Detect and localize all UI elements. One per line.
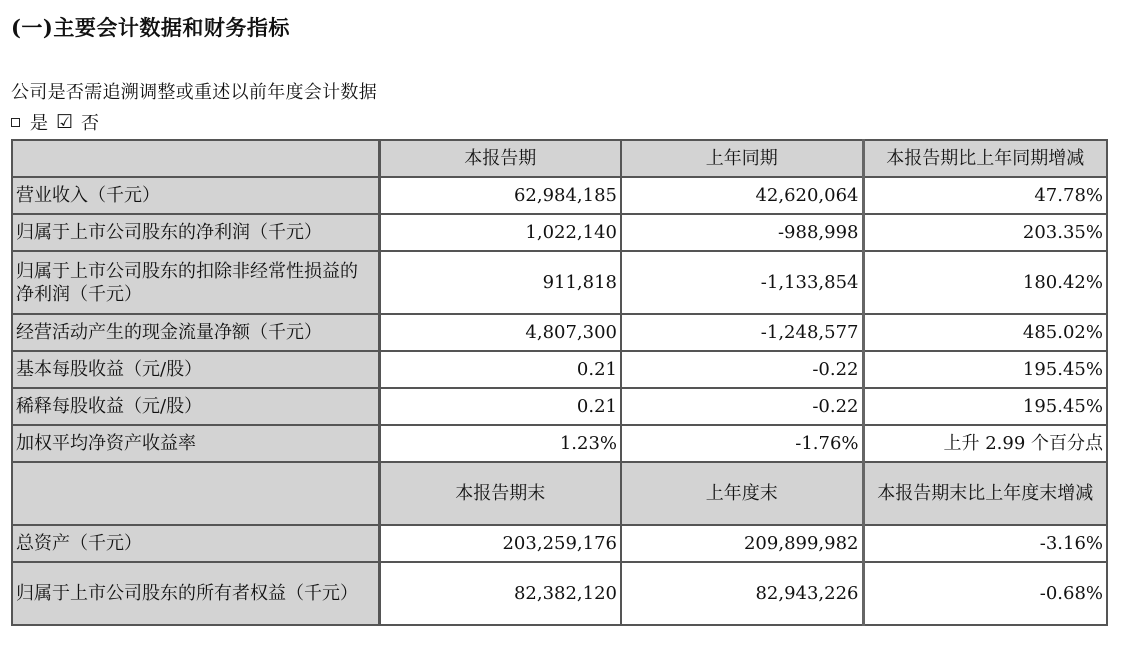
row-label: 基本每股收益（元/股） — [12, 351, 379, 388]
prior-value: 42,620,064 — [621, 177, 863, 214]
row-label: 稀释每股收益（元/股） — [12, 388, 379, 425]
change-value: 180.42% — [863, 251, 1107, 314]
table-row — [12, 214, 1107, 251]
table-row — [12, 351, 1107, 388]
financial-data-table — [11, 139, 1108, 626]
prior-value: -1,248,577 — [621, 314, 863, 351]
prior-value: -0.22 — [621, 388, 863, 425]
row-label: 加权平均净资产收益率 — [12, 425, 379, 462]
header-blank — [12, 462, 379, 525]
prior-value: -988,998 — [621, 214, 863, 251]
current-value: 911,818 — [379, 251, 621, 314]
current-value: 82,382,120 — [379, 562, 621, 625]
current-value: 203,259,176 — [379, 525, 621, 562]
table-row — [12, 562, 1107, 625]
header-prior-period: 上年同期 — [621, 140, 863, 177]
table-header-row-2 — [12, 462, 1107, 525]
table-row — [12, 251, 1107, 314]
change-value: 195.45% — [863, 351, 1107, 388]
current-value: 0.21 — [379, 351, 621, 388]
current-value: 0.21 — [379, 388, 621, 425]
header-prior-year-end: 上年度末 — [621, 462, 863, 525]
current-value: 1,022,140 — [379, 214, 621, 251]
table-row — [12, 177, 1107, 214]
header-blank — [12, 140, 379, 177]
current-value: 1.23% — [379, 425, 621, 462]
change-value: 485.02% — [863, 314, 1107, 351]
table-header-row — [12, 140, 1107, 177]
section-title: (一)主要会计数据和财务指标 — [11, 15, 290, 40]
option-no-label: 否 — [81, 113, 100, 134]
restatement-options — [11, 109, 99, 135]
table-row — [12, 525, 1107, 562]
table-row — [12, 425, 1107, 462]
row-label: 归属于上市公司股东的所有者权益（千元） — [12, 562, 379, 625]
checkbox-unchecked-icon[interactable] — [11, 118, 20, 127]
row-label: 总资产（千元） — [12, 525, 379, 562]
header-change: 本报告期比上年同期增减 — [863, 140, 1107, 177]
change-value: 203.35% — [863, 214, 1107, 251]
restatement-question: 公司是否需追溯调整或重述以前年度会计数据 — [11, 82, 377, 103]
current-value: 4,807,300 — [379, 314, 621, 351]
table-row — [12, 388, 1107, 425]
row-label: 经营活动产生的现金流量净额（千元） — [12, 314, 379, 351]
option-yes-label: 是 — [30, 113, 48, 134]
change-value: 47.78% — [863, 177, 1107, 214]
checkbox-checked-icon[interactable]: ☑ — [56, 110, 74, 133]
prior-value: -1,133,854 — [621, 251, 863, 314]
row-label: 归属于上市公司股东的扣除非经常性损益的净利润（千元） — [12, 251, 379, 314]
prior-value: 82,943,226 — [621, 562, 863, 625]
header-current-period: 本报告期 — [379, 140, 621, 177]
prior-value: -0.22 — [621, 351, 863, 388]
row-label: 归属于上市公司股东的净利润（千元） — [12, 214, 379, 251]
prior-value: -1.76% — [621, 425, 863, 462]
header-change-year-end: 本报告期末比上年度末增减 — [863, 462, 1107, 525]
current-value: 62,984,185 — [379, 177, 621, 214]
table-row — [12, 314, 1107, 351]
change-value: 195.45% — [863, 388, 1107, 425]
change-value: -3.16% — [863, 525, 1107, 562]
change-value: -0.68% — [863, 562, 1107, 625]
change-value: 上升 2.99 个百分点 — [863, 425, 1107, 462]
prior-value: 209,899,982 — [621, 525, 863, 562]
row-label: 营业收入（千元） — [12, 177, 379, 214]
header-period-end: 本报告期末 — [379, 462, 621, 525]
